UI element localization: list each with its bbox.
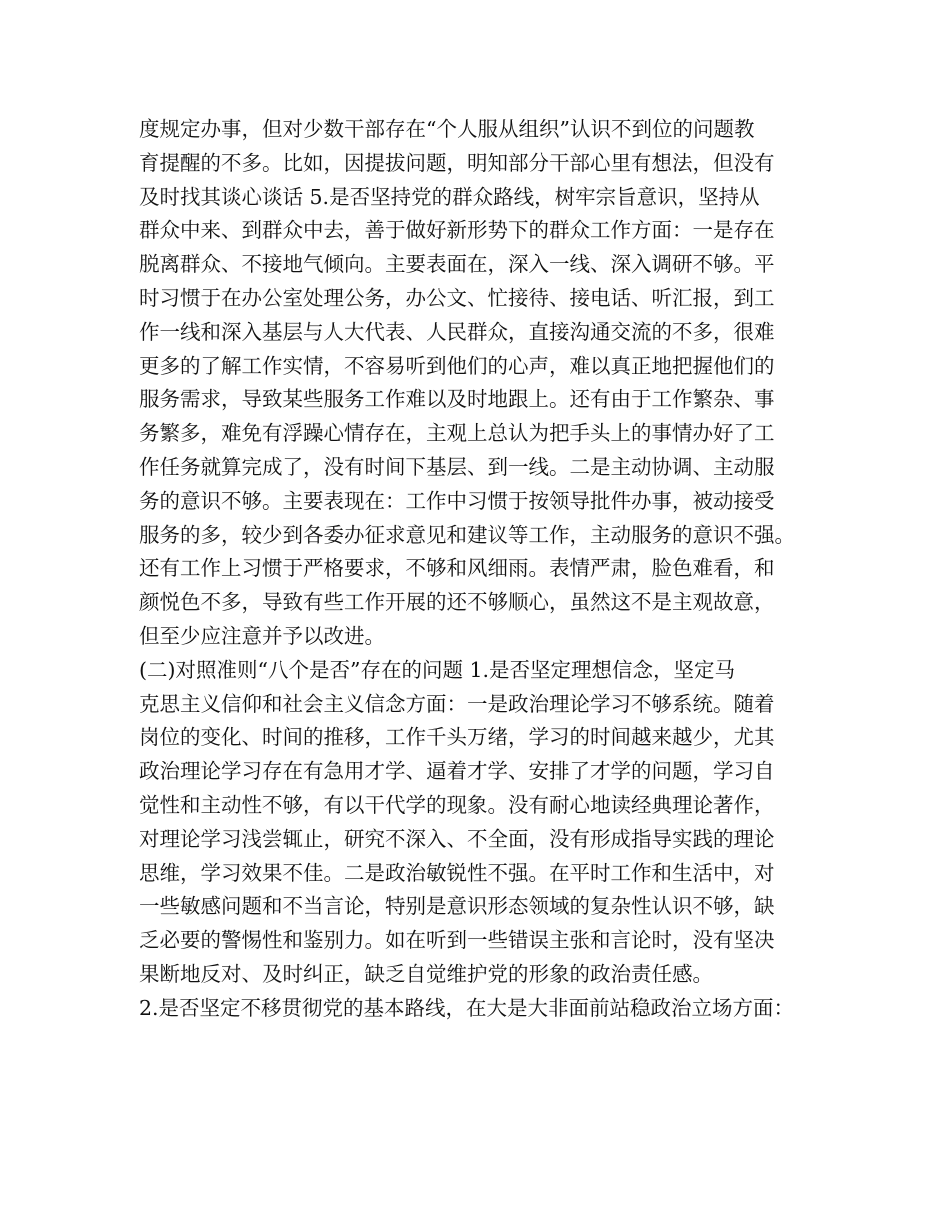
text-line: (二)对照准则“八个是否”存在的问题 1.是否坚定理想信念，坚定马 — [139, 657, 736, 682]
text-line: 政治理论学习存在有急用才学、逼着才学、安排了才学的问题，学习自 — [139, 759, 775, 784]
text-line: 岗位的变化、时间的推移，工作千头万绪，学习的时间越来越少，尤其 — [139, 725, 775, 750]
text-line: 度规定办事，但对少数干部存在“个人服从组织”认识不到位的问题教 — [139, 117, 755, 141]
text-line: 果断地反对、及时纠正，缺乏自觉维护党的形象的政治责任感。 — [139, 961, 713, 986]
text-line: 脱离群众、不接地气倾向。主要表面在，深入一线、深入调研不够。平 — [139, 252, 775, 277]
text-line: 育提醒的不多。比如，因提拔问题，明知部分干部心里有想法，但没有 — [139, 150, 775, 175]
text-line: 还有工作上习惯于严格要求，不够和风细雨。表情严肃，脸色难看，和 — [139, 556, 775, 581]
text-line: 群众中来、到群众中去，善于做好新形势下的群众工作方面：一是存在 — [139, 218, 775, 243]
text-line: 觉性和主动性不够，有以干代学的现象。没有耐心地读经典理论著作， — [139, 792, 775, 817]
text-line: 务的意识不够。主要表现在：工作中习惯于按领导批件办事，被动接受 — [139, 488, 775, 513]
text-line: 更多的了解工作实情，不容易听到他们的心声，难以真正地把握他们的 — [139, 353, 775, 378]
text-line: 乏必要的警惕性和鉴别力。如在听到一些错误主张和言论时，没有坚决 — [139, 928, 775, 953]
text-line: 时习惯于在办公室处理公务，办公文、忙接待、接电话、听汇报，到工 — [139, 285, 775, 310]
text-line: 对理论学习浅尝辄止，研究不深入、不全面，没有形成指导实践的理论 — [139, 826, 775, 851]
text-line: 作任务就算完成了，没有时间下基层、到一线。二是主动协调、主动服 — [139, 454, 775, 479]
text-line: 作一线和深入基层与人大代表、人民群众，直接沟通交流的不多，很难 — [139, 319, 775, 344]
text-line: 服务的多，较少到各委办征求意见和建议等工作，主动服务的意识不强。 — [139, 522, 795, 547]
document-body-text — [139, 113, 839, 1026]
text-line: 思维，学习效果不佳。二是政治敏锐性不强。在平时工作和生活中，对 — [139, 860, 775, 885]
text-line: 及时找其谈心谈话 5.是否坚持党的群众路线，树牢宗旨意识，坚持从 — [139, 184, 760, 209]
text-line: 服务需求，导致某些服务工作难以及时地跟上。还有由于工作繁杂、事 — [139, 387, 775, 412]
text-line: 一些敏感问题和不当言论，特别是意识形态领域的复杂性认识不够，缺 — [139, 894, 775, 919]
text-line: 克思主义信仰和社会主义信念方面：一是政治理论学习不够系统。随着 — [139, 691, 775, 716]
text-line: 2.是否坚定不移贯彻党的基本路线，在大是大非面前站稳政治立场方面： — [139, 995, 795, 1020]
text-line: 颜悦色不多，导致有些工作开展的还不够顺心，虽然这不是主观故意， — [139, 590, 775, 615]
text-line: 务繁多，难免有浮躁心情存在，主观上总认为把手头上的事情办好了工 — [139, 421, 775, 446]
text-line: 但至少应注意并予以改进。 — [139, 623, 385, 648]
